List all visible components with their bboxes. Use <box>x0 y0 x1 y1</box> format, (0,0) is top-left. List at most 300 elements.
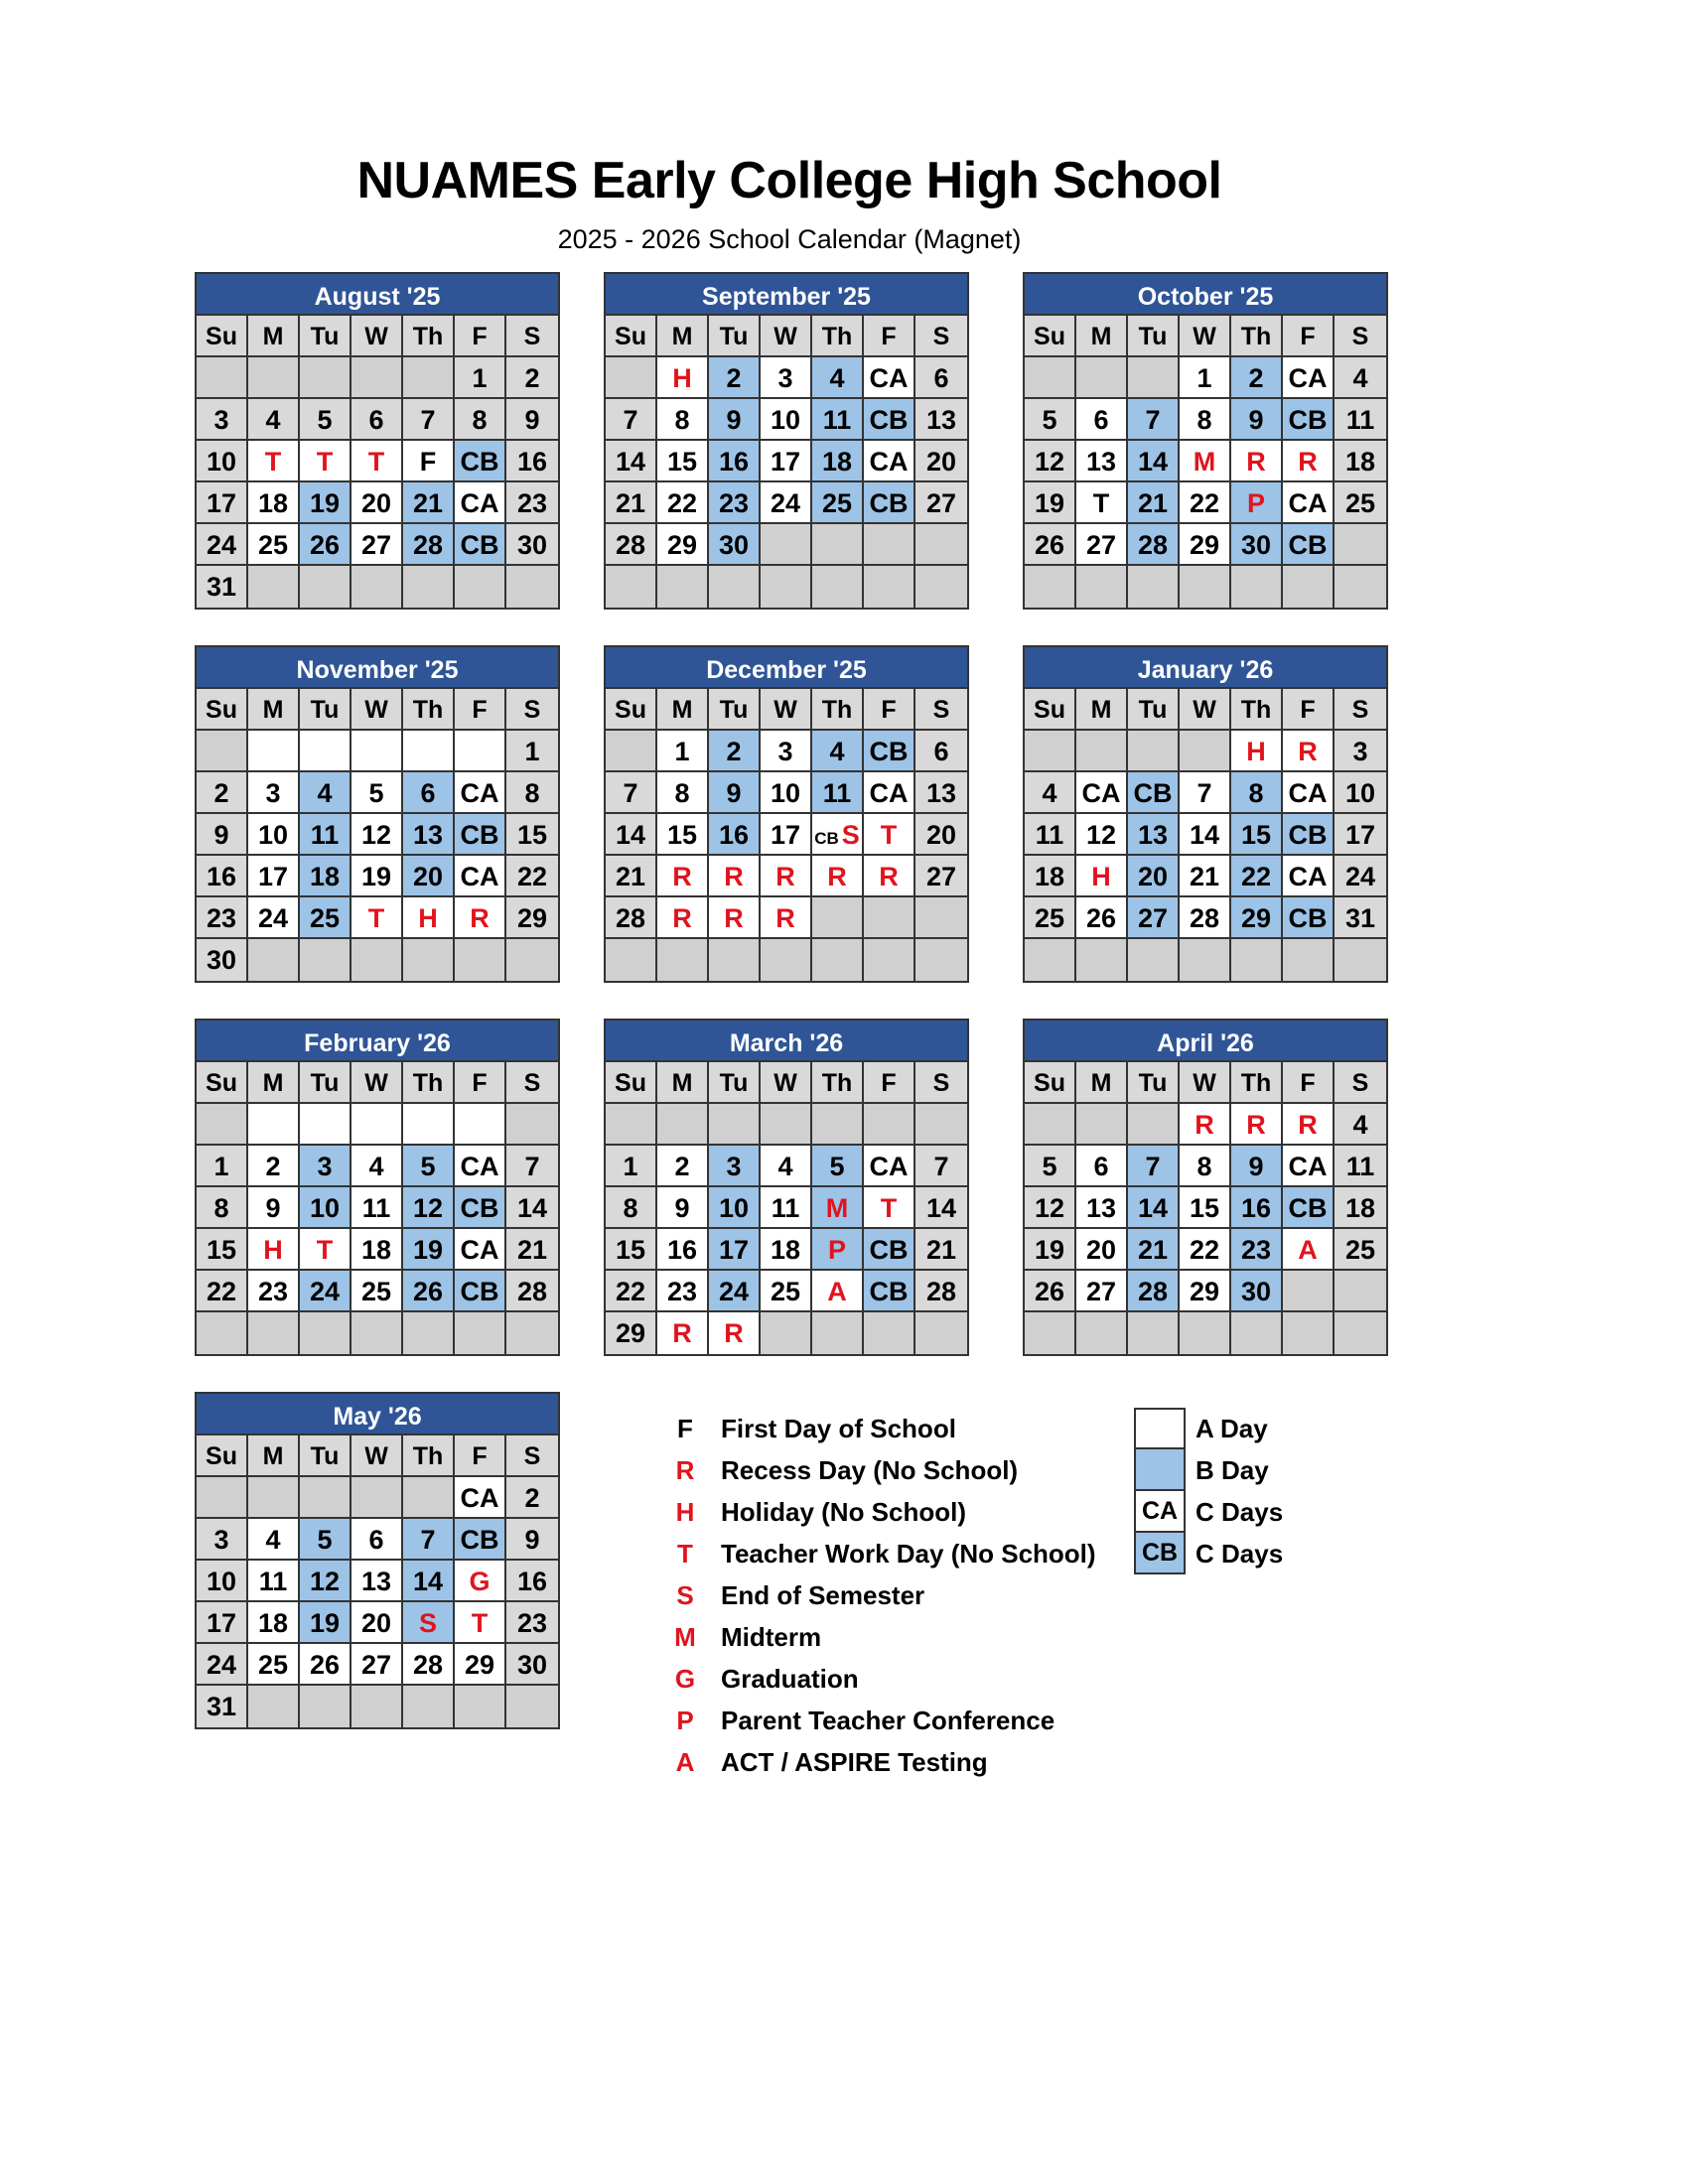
day-cell: 19 <box>300 482 352 524</box>
day-cell: 8 <box>197 1187 248 1229</box>
empty-day-cell <box>1076 731 1128 772</box>
day-cell: 18 <box>1335 441 1386 482</box>
day-cell: 5 <box>300 399 352 441</box>
day-cell: 28 <box>606 524 657 566</box>
weekday-header: Tu <box>709 1062 761 1104</box>
weekday-header: W <box>761 689 812 731</box>
day-cell: 10 <box>248 814 300 856</box>
day-cell: 7 <box>1180 772 1231 814</box>
day-cell: 1 <box>1180 357 1231 399</box>
day-cell: 11 <box>352 1187 403 1229</box>
day-cell: CB <box>455 441 506 482</box>
empty-day-cell <box>352 357 403 399</box>
day-cell: 29 <box>657 524 709 566</box>
day-cell: 19 <box>1025 482 1076 524</box>
day-cell: 15 <box>197 1229 248 1271</box>
day-cell: 5 <box>352 772 403 814</box>
day-cell: 24 <box>709 1271 761 1312</box>
day-cell: 19 <box>403 1229 455 1271</box>
weekday-header: M <box>1076 316 1128 357</box>
day-cell: 17 <box>1335 814 1386 856</box>
weekday-header: S <box>506 1435 558 1477</box>
day-cell: 13 <box>352 1561 403 1602</box>
day-cell: 31 <box>197 566 248 608</box>
day-cell: 18 <box>352 1229 403 1271</box>
day-cell: 4 <box>761 1146 812 1187</box>
day-type-label: C Days <box>1196 1497 1284 1527</box>
legend-description: ACT / ASPIRE Testing <box>721 1747 988 1777</box>
day-cell: CB <box>1283 399 1335 441</box>
weekday-header: Tu <box>709 316 761 357</box>
empty-day-cell <box>1180 731 1231 772</box>
weekday-header: F <box>1283 689 1335 731</box>
day-cell: P <box>1231 482 1283 524</box>
day-cell: 7 <box>403 399 455 441</box>
empty-day-cell <box>1283 1271 1335 1312</box>
empty-day-cell <box>1335 566 1386 608</box>
day-cell: 7 <box>506 1146 558 1187</box>
day-cell: CA <box>1076 772 1128 814</box>
day-cell: 6 <box>1076 399 1128 441</box>
weekday-header: Th <box>812 1062 864 1104</box>
page-title: NUAMES Early College High School <box>356 152 1222 209</box>
day-cell: 15 <box>657 441 709 482</box>
empty-day-cell <box>300 1686 352 1727</box>
empty-day-cell <box>248 1104 300 1146</box>
weekday-header: W <box>1180 316 1231 357</box>
day-cell: 16 <box>709 441 761 482</box>
day-cell: P <box>812 1229 864 1271</box>
month-title: December '25 <box>606 647 967 689</box>
day-cell: 29 <box>455 1644 506 1686</box>
day-cell: 2 <box>248 1146 300 1187</box>
page-subtitle: 2025 - 2026 School Calendar (Magnet) <box>557 224 1022 254</box>
day-cell: 11 <box>812 772 864 814</box>
empty-day-cell <box>1180 566 1231 608</box>
day-cell: 22 <box>1180 482 1231 524</box>
weekday-header: Su <box>1025 316 1076 357</box>
day-cell: 14 <box>506 1187 558 1229</box>
day-cell: 20 <box>352 482 403 524</box>
day-cell: 27 <box>1128 897 1180 939</box>
day-cell: 15 <box>606 1229 657 1271</box>
day-cell: 2 <box>709 731 761 772</box>
empty-day-cell <box>606 939 657 981</box>
day-cell: H <box>657 357 709 399</box>
day-cell: 14 <box>1128 441 1180 482</box>
month-title: April '26 <box>1025 1021 1386 1062</box>
day-cell: 3 <box>761 731 812 772</box>
weekday-header: Th <box>403 689 455 731</box>
day-cell: 4 <box>812 357 864 399</box>
weekday-header: Su <box>1025 1062 1076 1104</box>
weekday-header: Tu <box>1128 689 1180 731</box>
weekday-header: Th <box>403 1062 455 1104</box>
day-cell: 9 <box>657 1187 709 1229</box>
empty-day-cell <box>657 939 709 981</box>
day-cell: 28 <box>606 897 657 939</box>
day-cell: 3 <box>197 1519 248 1561</box>
empty-day-cell <box>300 1104 352 1146</box>
day-cell: CA <box>1283 357 1335 399</box>
day-cell: CA <box>455 1229 506 1271</box>
day-cell: 21 <box>606 856 657 897</box>
legend-code: F <box>677 1414 693 1443</box>
day-type-swatch: CA <box>1134 1491 1186 1533</box>
day-cell: 18 <box>812 441 864 482</box>
day-cell: 11 <box>1025 814 1076 856</box>
day-cell: 13 <box>915 772 967 814</box>
day-cell: 3 <box>1335 731 1386 772</box>
empty-day-cell <box>1335 1271 1386 1312</box>
weekday-header: F <box>864 689 915 731</box>
day-cell: 17 <box>197 482 248 524</box>
legend-description: Parent Teacher Conference <box>721 1706 1055 1735</box>
empty-day-cell <box>300 939 352 981</box>
weekday-header: F <box>455 1435 506 1477</box>
weekday-header: M <box>248 316 300 357</box>
empty-day-cell <box>300 731 352 772</box>
day-cell: 2 <box>657 1146 709 1187</box>
weekday-header: M <box>657 689 709 731</box>
day-cell: CB <box>864 1229 915 1271</box>
empty-day-cell <box>506 1686 558 1727</box>
day-cell: 15 <box>1231 814 1283 856</box>
weekday-header: M <box>248 689 300 731</box>
weekday-header: W <box>761 316 812 357</box>
empty-day-cell <box>657 1104 709 1146</box>
day-cell: 23 <box>506 482 558 524</box>
day-cell: 7 <box>1128 399 1180 441</box>
empty-day-cell <box>864 897 915 939</box>
day-cell: T <box>352 897 403 939</box>
day-type-label: B Day <box>1196 1455 1269 1485</box>
day-cell: CA <box>864 441 915 482</box>
empty-day-cell <box>606 566 657 608</box>
day-cell: 2 <box>1231 357 1283 399</box>
day-cell: 16 <box>709 814 761 856</box>
empty-day-cell <box>657 566 709 608</box>
empty-day-cell <box>403 357 455 399</box>
empty-day-cell <box>352 1477 403 1519</box>
weekday-header: Th <box>403 1435 455 1477</box>
day-cell: 9 <box>506 399 558 441</box>
empty-day-cell <box>403 1686 455 1727</box>
weekday-header: Su <box>1025 689 1076 731</box>
day-cell: 4 <box>812 731 864 772</box>
weekday-header: M <box>1076 689 1128 731</box>
empty-day-cell <box>197 1477 248 1519</box>
day-cell: 30 <box>1231 1271 1283 1312</box>
day-cell: 13 <box>1128 814 1180 856</box>
day-cell: 14 <box>1128 1187 1180 1229</box>
weekday-header: Su <box>197 1062 248 1104</box>
empty-day-cell <box>709 939 761 981</box>
day-cell: CA <box>864 1146 915 1187</box>
day-cell: 19 <box>352 856 403 897</box>
day-cell: 16 <box>1231 1187 1283 1229</box>
day-cell: 1 <box>197 1146 248 1187</box>
day-cell: 8 <box>657 772 709 814</box>
weekday-header: F <box>455 1062 506 1104</box>
day-cell: 30 <box>506 524 558 566</box>
day-cell: 22 <box>606 1271 657 1312</box>
day-cell: 27 <box>1076 1271 1128 1312</box>
month-calendar <box>1023 1019 1388 1356</box>
day-cell: 22 <box>506 856 558 897</box>
empty-day-cell <box>1025 357 1076 399</box>
legend-code: P <box>676 1706 694 1735</box>
day-cell: 2 <box>709 357 761 399</box>
day-cell: 26 <box>1025 524 1076 566</box>
day-cell: 10 <box>761 772 812 814</box>
empty-day-cell <box>352 939 403 981</box>
day-cell: 28 <box>1180 897 1231 939</box>
day-cell: 25 <box>352 1271 403 1312</box>
empty-day-cell <box>455 731 506 772</box>
day-cell: 4 <box>352 1146 403 1187</box>
weekday-header: W <box>761 1062 812 1104</box>
day-cell: 30 <box>506 1644 558 1686</box>
month-calendar <box>604 272 969 610</box>
day-cell: 14 <box>606 814 657 856</box>
day-cell: R <box>812 856 864 897</box>
day-cell: 10 <box>761 399 812 441</box>
day-cell: 18 <box>761 1229 812 1271</box>
legend-description: Teacher Work Day (No School) <box>721 1539 1096 1569</box>
day-cell: 25 <box>761 1271 812 1312</box>
day-cell: 5 <box>1025 399 1076 441</box>
empty-day-cell <box>197 357 248 399</box>
day-cell: 8 <box>1180 1146 1231 1187</box>
empty-day-cell <box>506 1312 558 1354</box>
day-cell: 25 <box>812 482 864 524</box>
day-cell: CB <box>1283 814 1335 856</box>
day-cell: CA <box>864 357 915 399</box>
day-type-swatch: CB <box>1134 1533 1186 1574</box>
empty-day-cell <box>864 566 915 608</box>
empty-day-cell <box>506 1104 558 1146</box>
day-cell: R <box>1283 1104 1335 1146</box>
day-cell: 25 <box>248 1644 300 1686</box>
day-cell: G <box>455 1561 506 1602</box>
empty-day-cell <box>300 566 352 608</box>
empty-day-cell <box>506 566 558 608</box>
empty-day-cell <box>761 939 812 981</box>
day-cell: 20 <box>352 1602 403 1644</box>
day-cell: 14 <box>915 1187 967 1229</box>
day-cell: H <box>248 1229 300 1271</box>
day-cell: 21 <box>1128 1229 1180 1271</box>
day-cell: 23 <box>506 1602 558 1644</box>
day-cell: 8 <box>506 772 558 814</box>
day-cell: 26 <box>300 1644 352 1686</box>
day-cell: 5 <box>403 1146 455 1187</box>
empty-day-cell <box>709 1104 761 1146</box>
empty-day-cell <box>403 939 455 981</box>
day-cell: 16 <box>506 441 558 482</box>
empty-day-cell <box>248 1312 300 1354</box>
empty-day-cell <box>300 357 352 399</box>
day-cell: 18 <box>248 1602 300 1644</box>
day-cell: R <box>1231 441 1283 482</box>
day-cell: S <box>403 1602 455 1644</box>
empty-day-cell <box>915 897 967 939</box>
legend-description: Midterm <box>721 1622 822 1652</box>
day-cell: T <box>864 1187 915 1229</box>
day-cell: 15 <box>1180 1187 1231 1229</box>
weekday-header: Th <box>1231 1062 1283 1104</box>
day-cell: 13 <box>915 399 967 441</box>
day-cell: 28 <box>506 1271 558 1312</box>
empty-day-cell <box>812 1104 864 1146</box>
day-cell: 4 <box>1335 357 1386 399</box>
empty-day-cell <box>352 731 403 772</box>
day-cell: 25 <box>1025 897 1076 939</box>
empty-day-cell <box>455 1104 506 1146</box>
day-cell: H <box>1076 856 1128 897</box>
empty-day-cell <box>1025 939 1076 981</box>
day-cell: 24 <box>197 524 248 566</box>
empty-day-cell <box>403 731 455 772</box>
empty-day-cell <box>455 1312 506 1354</box>
day-cell: 19 <box>300 1602 352 1644</box>
weekday-header: S <box>915 689 967 731</box>
day-cell: 21 <box>1180 856 1231 897</box>
day-cell: 9 <box>197 814 248 856</box>
legend-code: M <box>674 1622 696 1652</box>
day-cell: CA <box>864 772 915 814</box>
day-cell: 27 <box>1076 524 1128 566</box>
weekday-header: F <box>455 689 506 731</box>
day-cell: R <box>1231 1104 1283 1146</box>
day-cell: 28 <box>403 524 455 566</box>
day-cell: 21 <box>606 482 657 524</box>
day-cell: 8 <box>606 1187 657 1229</box>
day-cell: CB <box>455 814 506 856</box>
day-cell: 29 <box>1180 1271 1231 1312</box>
weekday-header: Tu <box>300 1062 352 1104</box>
empty-day-cell <box>812 524 864 566</box>
day-cell: 10 <box>197 1561 248 1602</box>
day-cell: 11 <box>1335 399 1386 441</box>
weekday-header: W <box>352 1062 403 1104</box>
day-cell: 18 <box>1025 856 1076 897</box>
day-cell: 10 <box>709 1187 761 1229</box>
day-cell: 16 <box>197 856 248 897</box>
day-cell: 16 <box>506 1561 558 1602</box>
day-cell: 27 <box>915 856 967 897</box>
month-title: March '26 <box>606 1021 967 1062</box>
day-cell: 4 <box>300 772 352 814</box>
day-cell: R <box>864 856 915 897</box>
day-cell: 22 <box>657 482 709 524</box>
day-cell: 12 <box>300 1561 352 1602</box>
empty-day-cell <box>761 524 812 566</box>
day-cell: R <box>709 897 761 939</box>
day-cell: 24 <box>197 1644 248 1686</box>
day-cell: 17 <box>761 814 812 856</box>
empty-day-cell <box>812 939 864 981</box>
empty-day-cell <box>248 939 300 981</box>
day-cell: 20 <box>403 856 455 897</box>
weekday-header: Su <box>606 1062 657 1104</box>
legend-code: S <box>676 1580 694 1610</box>
weekday-header: S <box>506 1062 558 1104</box>
month-calendar <box>604 1019 969 1356</box>
day-cell: 8 <box>1180 399 1231 441</box>
day-cell: 20 <box>1076 1229 1128 1271</box>
weekday-header: F <box>455 316 506 357</box>
day-cell: 27 <box>915 482 967 524</box>
weekday-header: Su <box>197 1435 248 1477</box>
day-cell: 13 <box>1076 1187 1128 1229</box>
day-cell: 31 <box>1335 897 1386 939</box>
day-cell: CB <box>455 1271 506 1312</box>
empty-day-cell <box>1128 1312 1180 1354</box>
weekday-header: F <box>864 316 915 357</box>
day-cell: 23 <box>709 482 761 524</box>
empty-day-cell <box>248 566 300 608</box>
weekday-header: W <box>352 316 403 357</box>
day-cell: 21 <box>915 1229 967 1271</box>
day-cell: R <box>761 856 812 897</box>
weekday-header: S <box>1335 316 1386 357</box>
day-cell: CB <box>864 1271 915 1312</box>
day-cell: 11 <box>761 1187 812 1229</box>
day-cell: 14 <box>403 1561 455 1602</box>
day-cell: 23 <box>197 897 248 939</box>
empty-day-cell <box>1025 566 1076 608</box>
empty-day-cell <box>606 357 657 399</box>
legend-code: G <box>674 1664 696 1694</box>
day-cell: 13 <box>1076 441 1128 482</box>
day-cell: 7 <box>403 1519 455 1561</box>
month-calendar <box>195 645 560 983</box>
day-cell: 4 <box>248 1519 300 1561</box>
empty-day-cell <box>1128 1104 1180 1146</box>
day-cell: CB <box>864 731 915 772</box>
day-cell: CA <box>455 856 506 897</box>
day-cell: 22 <box>1180 1229 1231 1271</box>
empty-day-cell <box>1335 524 1386 566</box>
day-cell: 5 <box>1025 1146 1076 1187</box>
day-cell: 12 <box>1076 814 1128 856</box>
day-cell: 5 <box>812 1146 864 1187</box>
empty-day-cell <box>915 1104 967 1146</box>
empty-day-cell <box>403 566 455 608</box>
day-cell: 10 <box>197 441 248 482</box>
empty-day-cell <box>1283 939 1335 981</box>
day-cell: 20 <box>1128 856 1180 897</box>
day-cell: CA <box>1283 856 1335 897</box>
empty-day-cell <box>197 1104 248 1146</box>
day-cell: 21 <box>403 482 455 524</box>
day-cell: CA <box>1283 772 1335 814</box>
day-cell: 28 <box>403 1644 455 1686</box>
day-cell: 24 <box>300 1271 352 1312</box>
day-cell: 7 <box>915 1146 967 1187</box>
day-cell: CB <box>1283 897 1335 939</box>
day-cell: 25 <box>248 524 300 566</box>
day-cell: CB <box>864 482 915 524</box>
empty-day-cell <box>761 1104 812 1146</box>
day-cell: 17 <box>761 441 812 482</box>
day-cell: 2 <box>506 357 558 399</box>
day-cell: CB <box>864 399 915 441</box>
legend-description: Recess Day (No School) <box>721 1455 1019 1485</box>
weekday-header: Su <box>197 689 248 731</box>
